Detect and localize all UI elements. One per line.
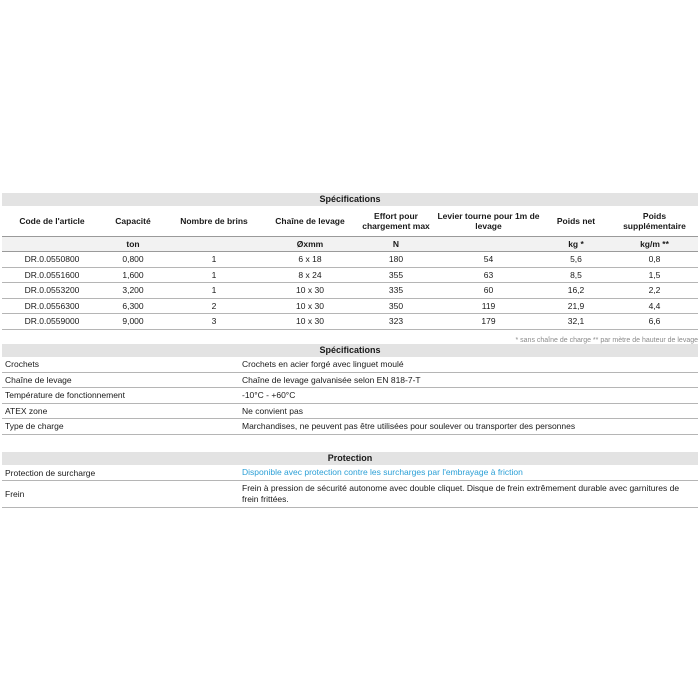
table-cell: 32,1 <box>541 314 611 330</box>
table-cell: 8 x 24 <box>264 267 356 283</box>
unit-cell: kg * <box>541 237 611 252</box>
table-cell: 350 <box>356 298 436 314</box>
table-cell: 119 <box>436 298 541 314</box>
table-cell: DR.0.0551600 <box>2 267 102 283</box>
table-cell: 6,6 <box>611 314 698 330</box>
table-cell: DR.0.0550800 <box>2 252 102 268</box>
table-cell: 1 <box>164 267 264 283</box>
table-cell: 179 <box>436 314 541 330</box>
table-row <box>2 298 698 314</box>
column-header: Code de l'article <box>2 206 102 237</box>
column-header: Poids supplémentaire <box>611 206 698 237</box>
spec-row <box>2 372 698 388</box>
protection-title: Protection <box>2 452 698 465</box>
column-header: Nombre de brins <box>164 206 264 237</box>
table-cell: 4,4 <box>611 298 698 314</box>
table-cell: 16,2 <box>541 283 611 299</box>
spec-key: Température de fonctionnement <box>2 388 239 404</box>
protection-list <box>2 465 698 508</box>
table-cell: 9,000 <box>102 314 164 330</box>
table-cell: DR.0.0553200 <box>2 283 102 299</box>
table-cell: 10 x 30 <box>264 283 356 299</box>
table-cell: 0,8 <box>611 252 698 268</box>
table-cell: 0,800 <box>102 252 164 268</box>
table-cell: DR.0.0559000 <box>2 314 102 330</box>
spec-table <box>2 206 698 330</box>
spec-key: ATEX zone <box>2 403 239 419</box>
table-cell: 63 <box>436 267 541 283</box>
protection-table <box>2 452 698 508</box>
table-cell: 1,5 <box>611 267 698 283</box>
unit-cell <box>164 237 264 252</box>
spec-value: Chaîne de levage galvanisée selon EN 818-7-T <box>239 372 698 388</box>
unit-cell: ton <box>102 237 164 252</box>
table-cell: 5,6 <box>541 252 611 268</box>
table-cell: 10 x 30 <box>264 314 356 330</box>
table-cell: 2 <box>164 298 264 314</box>
general-spec-title: Spécifications <box>2 344 698 357</box>
unit-cell: Øxmm <box>264 237 356 252</box>
spec-value: Marchandises, ne peuvent pas être utilisées pour soulever ou transporter des personnes <box>239 419 698 435</box>
table-row <box>2 314 698 330</box>
column-header: Effort pour chargement max <box>356 206 436 237</box>
table-cell: 1 <box>164 252 264 268</box>
spec-value: Ne convient pas <box>239 403 698 419</box>
spec-key: Crochets <box>2 357 239 372</box>
protection-value: Frein à pression de sécurité autonome avec double cliquet. Disque de frein extrêmement durable avec garnitures de frein frittées. <box>239 481 698 508</box>
protection-row <box>2 481 698 508</box>
table-cell: DR.0.0556300 <box>2 298 102 314</box>
table-cell: 60 <box>436 283 541 299</box>
table-cell: 3,200 <box>102 283 164 299</box>
table-cell: 335 <box>356 283 436 299</box>
product-spec-table <box>2 193 698 349</box>
unit-cell: kg/m ** <box>611 237 698 252</box>
table-cell: 1 <box>164 283 264 299</box>
unit-cell: N <box>356 237 436 252</box>
column-header: Capacité <box>102 206 164 237</box>
spec-value: Crochets en acier forgé avec linguet moulé <box>239 357 698 372</box>
spec-row <box>2 357 698 372</box>
table-cell: 54 <box>436 252 541 268</box>
table-row <box>2 283 698 299</box>
spec-table-header-row <box>2 206 698 237</box>
column-header: Levier tourne pour 1m de levage <box>436 206 541 237</box>
table-cell: 355 <box>356 267 436 283</box>
protection-row <box>2 465 698 481</box>
spec-key: Chaîne de levage <box>2 372 239 388</box>
spec-row <box>2 403 698 419</box>
spec-table-title: Spécifications <box>2 193 698 206</box>
general-spec-table <box>2 344 698 435</box>
table-row <box>2 252 698 268</box>
table-cell: 323 <box>356 314 436 330</box>
table-cell: 2,2 <box>611 283 698 299</box>
general-spec-list <box>2 357 698 435</box>
footnote: * sans chaîne de charge ** par mètre de hauteur de levage <box>515 336 698 344</box>
spec-row <box>2 419 698 435</box>
table-cell: 3 <box>164 314 264 330</box>
table-cell: 1,600 <box>102 267 164 283</box>
protection-key: Protection de surcharge <box>2 465 239 481</box>
protection-key: Frein <box>2 481 239 508</box>
protection-value: Disponible avec protection contre les surcharges par l'embrayage à friction <box>239 465 698 481</box>
table-cell: 6,300 <box>102 298 164 314</box>
units-row <box>2 237 698 252</box>
spec-row <box>2 388 698 404</box>
table-cell: 10 x 30 <box>264 298 356 314</box>
table-cell: 8,5 <box>541 267 611 283</box>
table-cell: 6 x 18 <box>264 252 356 268</box>
table-cell: 180 <box>356 252 436 268</box>
unit-cell <box>2 237 102 252</box>
table-cell: 21,9 <box>541 298 611 314</box>
unit-cell <box>436 237 541 252</box>
column-header: Chaîne de levage <box>264 206 356 237</box>
spec-value: -10°C - +60°C <box>239 388 698 404</box>
spec-key: Type de charge <box>2 419 239 435</box>
table-row <box>2 267 698 283</box>
column-header: Poids net <box>541 206 611 237</box>
